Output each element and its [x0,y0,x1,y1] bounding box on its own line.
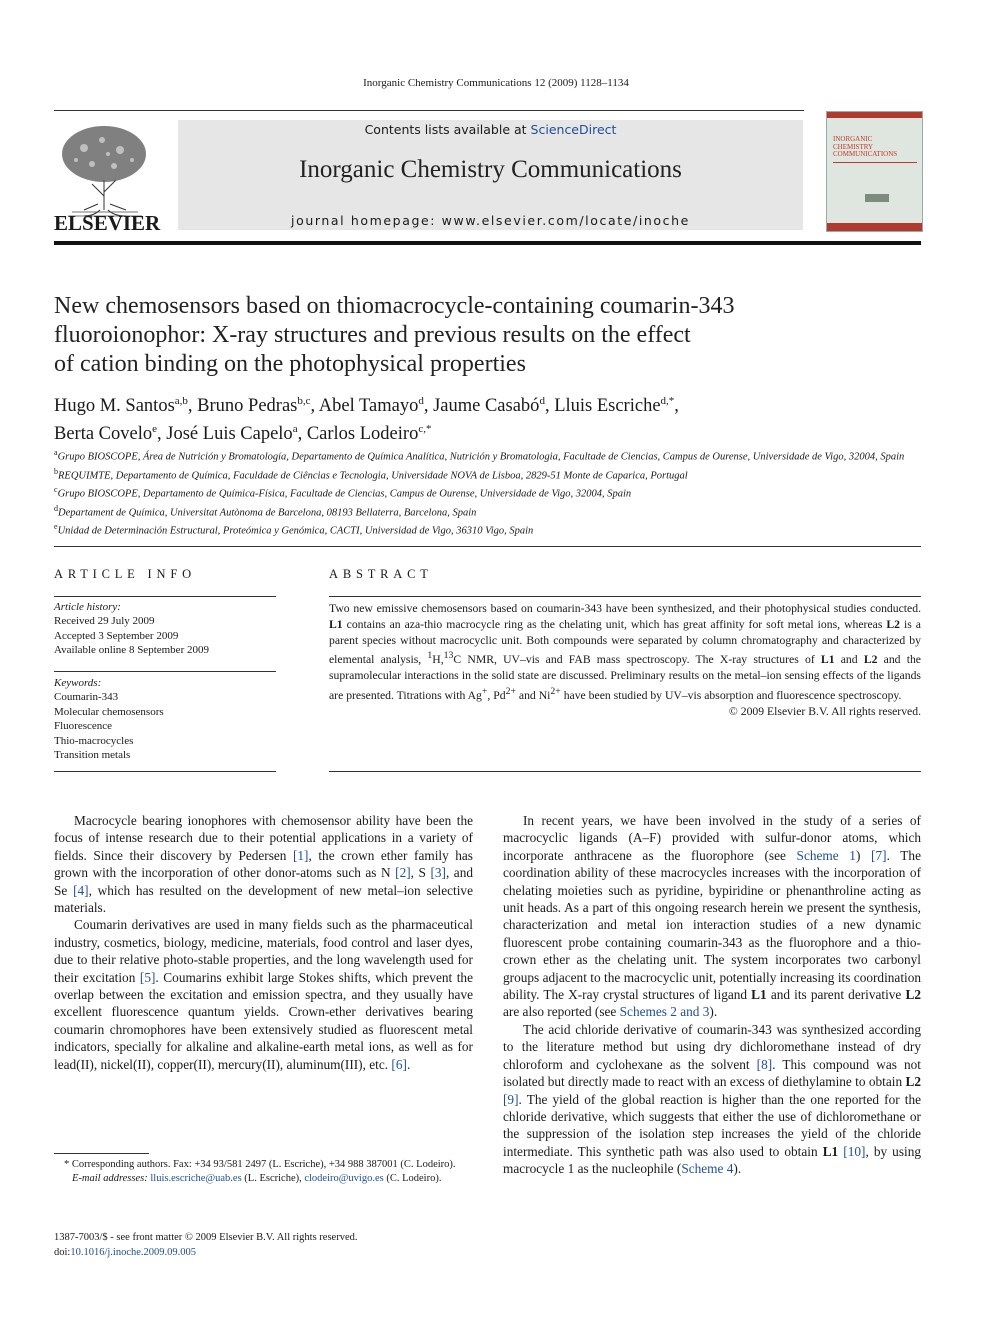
author-separator: , [423,396,434,417]
title-line-3: of cation binding on the photophysical properties [54,351,526,377]
superscript: 13 [443,650,454,662]
author-affil-mark[interactable]: e [152,423,158,436]
reference-link[interactable]: [3] [430,865,446,881]
author-separator: , [157,424,167,445]
compound-label: L1 [820,653,835,667]
journal-banner [178,120,803,230]
author-affil-mark[interactable]: d,* [660,395,675,407]
affiliation-mark: a [54,448,58,457]
body-paragraph: The acid chloride derivative of coumarin-343 was synthesized according to the literature method but using dry dichloromethane instead of dry chloroform and cyclohexane as the solvent [8]. This compound was not isolated but directly made to react with an excess of diethylamine to obtain L2 [9]. The yield of the global reaction is higher than the one reported for the chloride derivative, which suggests that either the use of dichloromethane or the suppression of the isolation step increases the yield of the chloride intermediate. This synthetic path was also used to obtain L1 [10], by using macrocycle 1 as the nucleophile (Scheme 4). [503,1021,922,1177]
compound-label: L1 [751,987,767,1003]
reference-link[interactable]: [7] [871,847,887,863]
keyword-item: Transition metals [54,749,131,762]
compound-label: L2 [905,987,921,1003]
reference-link[interactable]: Schemes 2 and 3 [619,1004,710,1020]
keyword-item: Thio-macrocycles [54,734,134,747]
keyword-item: Fluorescence [54,720,113,733]
abstract-copyright: © 2009 Elsevier B.V. All rights reserved. [728,704,921,718]
author-affil-mark[interactable]: b,c [297,395,311,407]
header-thick-rule [54,241,921,245]
cover-divider [833,162,917,163]
issn-line: 1387-7003/$ - see front matter © 2009 Elsevier B.V. All rights reserved. [54,1232,358,1243]
affiliation-item [54,520,921,539]
bottom-info [54,1231,554,1260]
email-who: (L. Escriche), [241,1173,305,1185]
author-separator: , [544,396,555,417]
affiliation-text: Grupo BIOSCOPE, Departamento de Química-Física, Facultade de Ciencias, Campus de Ourense, Universidade de Vigo, 32004, Spain [57,488,632,500]
abstract-text: Two new emissive chemosensors based on coumarin-343 have been synthesized, and their photophysical studies conducted. L1 contains an aza-thio macrocycle ring as the chelating unit, which has great affinity for soft metal ions, whereas L2 is a parent species without macrocyclic unit. Both compounds were separated by column chromatography and characterized by elemental analysis, $^1$H,$^{13}$C NMR, UV–vis and FAB mass spectroscopy. The X-ray structures of L1 and L2 and the supramolecular interactions in the solid state are discussed. Preliminary results on the metal–ion sensing effects of the ligands are presented. Titrations with Ag+, $Pd^{2+}$ and $Ni^{2+}$ have been studied by UV–vis absorption and fluorescence spectroscopy. [329,602,921,702]
journal-cover-thumbnail[interactable] [826,111,923,232]
cover-top-band [827,112,922,118]
article-info-rule [54,771,276,772]
cover-title-line-1: INORGANIC [833,135,873,143]
cover-title [833,136,917,159]
superscript: 2+ [550,685,561,697]
body-paragraph: Coumarin derivatives are used in many fields such as the pharmaceutical industry, cosmetics, biology, medicine, materials, food control and laser dyes, due to their relative photo-stable properties, and the long wavelength used for their excitation [5]. Coumarins exhibit large Stokes shifts, which prevent the overlap between the excitation and emission spectra, and they usually have excellent fluorescence quantum yields. Crown-ether derivatives bearing coumarin chromophores have been extensively studied as fluorescent metal indicators, specially for alkaline and alkaline-earth metal ions, as well as for lead(II), nickel(II), copper(II), mercury(II), aluminum(III), etc. [6]. [54,917,473,1072]
footnotes [54,1158,473,1187]
title-line-2: fluoroionophor: X-ray structures and previous results on the effect [54,322,691,348]
contents-line [178,122,803,137]
affiliation-text: Departament de Química, Universitat Autònoma de Barcelona, 08193 Bellaterra, Barcelona, Spain [58,507,477,518]
author-name: Hugo M. Santos [54,396,175,417]
contents-prefix: Contents lists available at [364,122,527,137]
elsevier-logo[interactable] [54,118,161,236]
reference-link[interactable]: [8] [756,1056,773,1072]
affiliation-text: REQUIMTE, Departamento de Química, Faculdade de Ciências e Tecnologia, Universidade NOVA de Lisboa, 2829-51 Monte de Caparica, Portugal [58,470,688,481]
article-history [54,600,276,657]
compound-label: L2 [886,617,901,631]
cover-bottom-band [827,223,922,231]
article-info-heading: ARTICLE INFO [54,567,196,581]
affiliation-mark: d [54,503,58,513]
affiliation-item [54,446,921,465]
author-name: Lluis Escriche [554,396,661,417]
reference-link[interactable]: [10] [843,1143,866,1159]
history-label: Article history: [54,601,121,613]
homepage-prefix: journal homepage: [291,213,442,228]
author-separator: , [187,396,198,417]
author-name: José Luis Capelo [166,424,293,445]
affiliation-text: Grupo BIOSCOPE, Área de Nutrición y Bromatología, Departamento de Química Analítica, Nutrición y Bromatologia, Facultade de Ciencias, Campus de Ourense, Universidade de Vigo, 32004, Spain [57,451,905,463]
reference-link[interactable]: [4] [73,882,89,898]
keywords-label: Keywords: [54,677,102,689]
affiliation-text: Unidad de Determinación Estructural, Proteómica y Genómica, CACTI, Universidad de Vigo, 36310 Vigo, Spain [57,525,534,537]
compound-label: L1 [822,1143,839,1159]
reference-link[interactable]: [2] [395,865,411,881]
author-separator: , [310,396,319,417]
author-list [54,390,914,446]
affiliation-mark: b [54,466,58,476]
author-name: Carlos Lodeiro [306,424,419,445]
reference-link[interactable]: [9] [503,1091,519,1107]
compound-label: L2 [905,1074,921,1090]
sciencedirect-link[interactable]: ScienceDirect [530,122,617,137]
superscript: + [481,685,488,697]
abstract-rule [329,596,921,597]
journal-homepage [178,213,803,228]
body-paragraph: In recent years, we have been involved in the study of a series of macrocyclic ligands (A–F) provided with sulfur-donor atoms, which incorporate anthracene as the fluorophore (see Scheme 1) [7]. The coordination ability of these macrocycles increases with the incorporation of chelating moieties such as pyridine, bypiridine or phenanthroline acting as unit heads. As a part of this ongoing research herein we present the synthesis, characterization and metal ion interaction studies of a new dynamic fluorescent probe containing coumarin-343 as the fluorophore and a thio-crown ether as the chelating unit. The system incorporates two carbonyl groups adjacent to the macrocyclic unit, potentially increasing its coordination ability. The X-ray crystal structures of ligand L1 and its parent derivative L2 are also reported (see Schemes 2 and 3). [503,813,921,1020]
cover-title-line-2: CHEMISTRY [833,142,874,151]
author-name: Jaume Casabó [433,396,540,417]
affiliation-item [54,502,921,521]
author-name: Bruno Pedras [197,396,298,417]
history-accepted: Accepted 3 September 2009 [54,629,179,642]
author-name: Berta Covelo [54,424,153,445]
superscript: 1 [427,650,433,662]
keyword-item: Molecular chemosensors [54,705,164,718]
compound-label: L1 [329,617,343,631]
corresponding-author-note: * Corresponding authors. Fax: +34 93/581 2497 (L. Escriche), +34 988 387001 (C. Lodeiro). [64,1159,456,1170]
affiliation-mark: e [54,522,58,531]
abstract-body [329,601,921,719]
email-label: E-mail addresses: [72,1173,148,1185]
reference-link[interactable]: Scheme 4 [681,1161,734,1177]
article-title [54,292,854,379]
author-separator: , [297,424,307,445]
cover-publisher-mark [865,194,889,202]
email-who: (C. Lodeiro). [383,1173,442,1185]
reference-link[interactable]: [6] [391,1056,407,1072]
history-online: Available online 8 September 2009 [54,643,209,656]
body-column-left [54,812,473,1073]
affiliation-list [54,446,921,539]
abstract-heading: ABSTRACT [329,567,433,581]
title-line-1: New chemosensors based on thiomacrocycle-containing coumarin-343 [54,293,735,319]
email-note [54,1172,473,1186]
affiliation-mark: c [54,485,58,494]
doi-prefix: doi: [54,1246,71,1258]
history-received: Received 29 July 2009 [54,615,155,628]
author-affil-mark[interactable]: d [539,395,545,407]
body-paragraph: Macrocycle bearing ionophores with chemosensor ability have been the focus of intense research due to their potential applications in a variety of fields. Since their discovery by Pedersen [1], the crown ether family has grown with the incorporation of other donor-atoms such as N [2], S [3], and Se [4], which has resulted on the development of new metal–ion selective materials. [54,813,473,916]
elsevier-wordmark: ELSEVIER [54,211,161,235]
body-column-right [503,812,921,1178]
cover-title-line-3: COMMUNICATIONS [833,150,898,158]
affiliation-rule [54,546,921,547]
article-info-rule [54,671,276,672]
doi-line [54,1246,554,1261]
author-affil-mark[interactable]: a,b [174,395,188,407]
abstract-rule [329,771,921,772]
reference-link[interactable]: Scheme 1 [796,847,856,863]
homepage-url[interactable]: www.elsevier.com/locate/inoche [441,213,690,228]
superscript: 2+ [505,685,516,697]
compound-label: L2 [863,653,878,667]
author-affil-mark[interactable]: c,* [418,423,432,436]
doi-link[interactable]: 10.1016/j.inoche.2009.09.005 [70,1246,197,1258]
affiliation-item [54,483,921,502]
keyword-item: Coumarin-343 [54,691,119,704]
running-head: Inorganic Chemistry Communications 12 (2009) 1128–1134 [363,77,629,89]
journal-title: Inorganic Chemistry Communications [299,156,682,183]
reference-link[interactable]: [1] [292,847,309,863]
affiliation-item [54,465,921,484]
header-rule [54,110,804,111]
article-info-rule [54,596,276,597]
author-affil-mark[interactable]: a [292,423,298,436]
author-name: Abel Tamayo [318,396,419,417]
footnote-rule [54,1153,149,1154]
author-affil-mark[interactable]: d [418,395,424,407]
keyword-list [54,676,276,762]
reference-link[interactable]: [5] [139,969,156,985]
email-link-lodeiro[interactable]: clodeiro@uvigo.es [304,1173,384,1185]
author-separator: , [674,396,679,417]
email-link-escriche[interactable]: lluis.escriche@uab.es [150,1173,242,1185]
